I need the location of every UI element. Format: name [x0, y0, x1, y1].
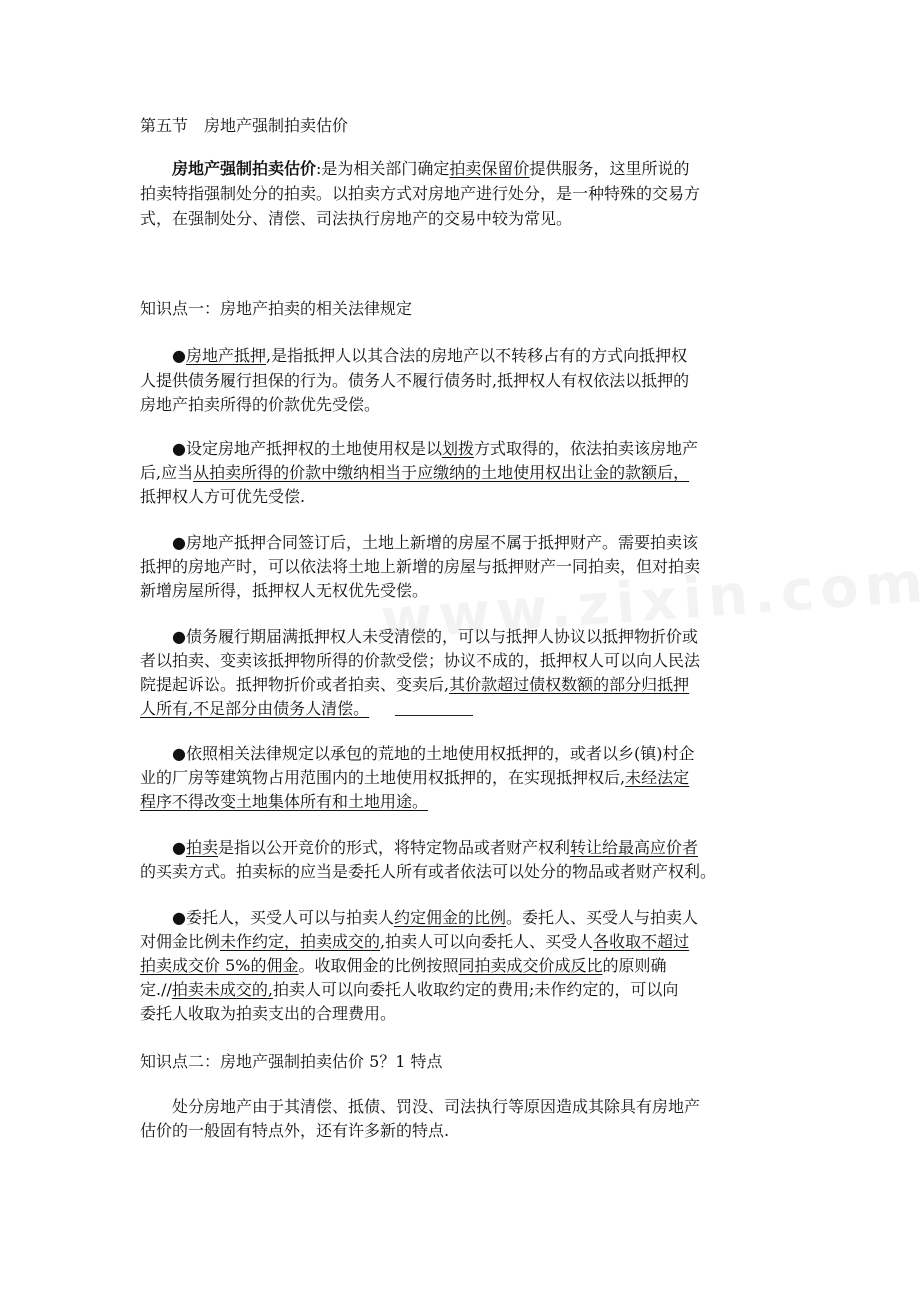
p2-line-1 — [172, 438, 698, 460]
p4-underlined: 人所有,不足部分由债务人清偿。 — [140, 699, 370, 718]
knowledge-point-1-heading: 知识点一：房地产拍卖的相关法律规定 — [140, 299, 413, 318]
bullet-icon: ● — [172, 838, 186, 857]
p5-underlined: 程序不得改变土地集体所有和土地用途。 — [140, 792, 429, 811]
intro-line-2: 拍卖特指强制处分的拍卖。以拍卖方式对房地产进行处分，是一种特殊的交易方 — [140, 184, 701, 203]
p6-underlined: 转让给最高应价者 — [570, 838, 699, 857]
p2-line-3: 抵押权人方可优先受偿. — [140, 487, 306, 506]
p5-line-2 — [140, 767, 689, 789]
intro-term: 房地产强制拍卖估价 — [172, 159, 317, 178]
section-heading: 第五节 房地产强制拍卖估价 — [140, 116, 349, 135]
p6-underlined: 拍卖 — [185, 838, 218, 857]
intro-text: 提供服务，这里所说的 — [529, 159, 690, 178]
p4-underlined: 其价款超过债权数额的部分归抵押 — [449, 675, 690, 694]
p7-text: 的原则确 — [602, 956, 667, 975]
p3-line-1: ●房地产抵押合同签订后，土地上新增的房屋不属于抵押财产。需要拍卖该 — [172, 533, 698, 552]
intro-underlined: 拍卖保留价 — [449, 159, 530, 178]
p2-text: 方式取得的，依法拍卖该房地产 — [473, 439, 698, 458]
p4-line-4 — [140, 698, 369, 720]
p7-text: ●委托人，买受人可以与拍卖人 — [172, 908, 394, 927]
p7-line-2 — [140, 931, 689, 953]
p7-underlined: 拍卖成交价 5%的佣金 — [140, 956, 299, 975]
intro-text: :是为相关部门确定 — [316, 159, 450, 178]
p4-line-3 — [140, 674, 689, 696]
p1-term: 房地产抵押 — [185, 346, 266, 365]
intro-line-1 — [172, 158, 689, 180]
p7-underlined: 同拍卖成交价成反比 — [458, 956, 603, 975]
p7-line-5: 委托人收取为拍卖支出的合理费用。 — [140, 1004, 397, 1023]
p4-line-2: 者以拍卖、变卖该抵押物所得的价款受偿；协议不成的，抵押权人可以向人民法 — [140, 651, 701, 670]
p5-text: 业的厂房等建筑物占用范围内的土地使用权抵押的，在实现抵押权后, — [140, 768, 626, 787]
p5-underlined: 未经法定 — [625, 768, 690, 787]
bullet-icon: ● — [172, 346, 186, 365]
p6-line-1 — [172, 837, 698, 859]
p3-line-3: 新增房屋所得，抵押权人无权优先受偿。 — [140, 581, 429, 600]
p7-line-3 — [140, 955, 667, 977]
p4-text: 院提起诉讼。抵押物折价或者拍卖、变卖后, — [140, 675, 450, 694]
p1-line-2: 人提供债务履行担保的行为。债务人不履行债务时,抵押权人有权依法以抵押的 — [140, 371, 690, 390]
p2-underlined: 划拨 — [441, 439, 474, 458]
p6-text: 是指以公开竞价的形式，将特定物品或者财产权利 — [217, 838, 570, 857]
p6-line-2: 的买卖方式。拍卖标的应当是委托人所有或者依法可以处分的物品或者财产权利。 — [140, 862, 717, 881]
p7-text: ,拍卖人可以向委托人、买受人 — [380, 932, 594, 951]
p1-line-3: 房地产拍卖所得的价款优先受偿。 — [140, 395, 381, 414]
p1-text: ,是指抵押人以其合法的房地产以不转移占有的方式向抵押权 — [265, 346, 688, 365]
p7-text: 定.// — [140, 980, 172, 999]
p7-line-1 — [172, 907, 698, 929]
p7-underlined: 各收取不超过 — [593, 932, 690, 951]
p7-text: 。收取佣金的比例按照 — [298, 956, 459, 975]
p3-line-2: 抵押的房地产时，可以依法将土地上新增的房屋与抵押财产一同拍卖，但对拍卖 — [140, 557, 701, 576]
p7-underlined: 拍卖未成交的, — [171, 980, 273, 999]
intro-line-3: 式，在强制处分、清偿、司法执行房地产的交易中较为常见。 — [140, 209, 573, 228]
p7-underlined: 约定佣金的比例 — [393, 908, 506, 927]
p7-text: 拍卖人可以向委托人收取约定的费用;未作约定的，可以向 — [272, 980, 679, 999]
p2-line-2 — [140, 462, 689, 484]
p7-text: 。委托人、买受人与拍卖人 — [505, 908, 698, 927]
p5-line-3 — [140, 791, 428, 813]
p2-underlined: 从拍卖所得的价款中缴纳相当于应缴纳的土地使用权出让金的款额后， — [193, 463, 690, 482]
p7-text: 对佣金比例 — [140, 932, 221, 951]
p7-line-4 — [140, 979, 678, 1001]
p4-line-1: ●债务履行期届满抵押权人未受清偿的，可以与抵押人协议以抵押物折价或 — [172, 627, 698, 646]
underline-extension — [395, 715, 473, 716]
p8-line-1: 处分房地产由于其清偿、抵债、罚没、司法执行等原因造成其除具有房地产 — [172, 1097, 701, 1116]
p8-line-2: 估价的一般固有特点外，还有许多新的特点. — [140, 1121, 450, 1140]
p7-underlined: 未作约定，拍卖成交的 — [220, 932, 381, 951]
p5-line-1: ●依照相关法律规定以承包的荒地的土地使用权抵押的，或者以乡(镇)村企 — [172, 744, 695, 763]
p1-line-1 — [172, 345, 687, 367]
knowledge-point-2-heading: 知识点二：房地产强制拍卖估价 5？1 特点 — [140, 1052, 443, 1071]
p2-text: 后,应当 — [140, 463, 194, 482]
p2-text: ●设定房地产抵押权的土地使用权是以 — [172, 439, 442, 458]
